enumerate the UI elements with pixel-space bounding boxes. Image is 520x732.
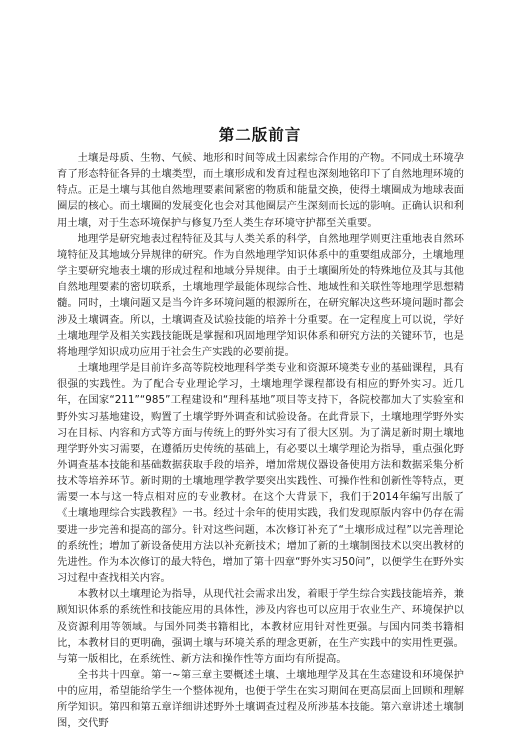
paragraph: 本教材以土壤理论为指导，从现代社会需求出发，着眼于学生综合实践技能培养，兼顾知识体系的系统性和技能应用的具体性，涉及内容也可以应用于农业生产、环境保护以及资源利用等领域。与国外同类书籍相比，本教材应用针对性更强。与国内同类书籍相比，本教材目的更明确，强调土壤与环境关系的理念更新，在生产实践中的实用性更强。与第一版相比，在系统性、新方法和操作性等方面均有所提高。 [57,588,464,665]
paragraph: 全书共十四章。第一~第三章主要概述土壤、土壤地理学及其在生态建设和环境保护中的应用，希望能给学生一个整体视角，也便于学生在实习期间在更高层面上回顾和理解所学知识。第四和第五章详细讲述野外土壤调查过程及所涉基本技能。第六章讲述土壤制图，交代野 [57,669,464,730]
paragraph: 地理学是研究地表过程特征及其与人类关系的科学，自然地理学则更注重地表自然环境特征及其地域分异规律的研究。作为自然地理学知识体系中的重要组成部分，土壤地理学主要研究地表土壤的形成过程和地域分异规律。由于土壤圈所处的特殊地位及其与其他自然地理要素的密切联系，土壤地理学最能体现综合性、地域性和关联性等地理学思想精髓。同时，土壤问题又是当今许多环境问题的根源所在，在研究解决这些环境问题时都会涉及土壤调查。所以，土壤调查及试验技能的培养十分重要。在一定程度上可以说，学好土壤地理学及相关实践技能既是掌握和巩固地理学知识体系和研究方法的关键环节，也是将地理学知识成功应用于社会生产实践的必要前提。 [57,232,464,358]
body-text [57,150,464,732]
paragraph: 土壤地理学是目前许多高等院校地理科学类专业和资源环境类专业的基础课程，具有很强的实践性。为了配合专业理论学习，土壤地理学课程都设有相应的野外实习。近几年，在国家“211”“985”工程建设和“理科基地”项目等支持下，各院校都加大了实验室和野外实习基地建设，购置了土壤学野外调查和试验设备。在此背景下，土壤地理学野外实习在目标、内容和方式等方面与传统上的野外实习有了很大区别。为了满足新时期土壤地理学野外实习需要，在遵循历史传统的基础上，有必要以土壤学理论为指导，重点强化野外调查基本技能和基础数据获取手段的培养，增加常规仪器设备使用方法和数据采集分析技术等培养环节。新时期的土壤地理学教学要突出实践性、可操作性和创新性等特点，更需要一本与这一特点相对应的专业教材。在这个大背景下，我们于2014年编写出版了《土壤地理综合实践教程》一书。经过十余年的使用实践，我们发现原版内容中仍存在需要进一步完善和提高的部分。针对这些问题，本次修订补充了“土壤形成过程”以完善理论的系统性；增加了新设备使用方法以补充新技术；增加了新的土壤制图技术以突出教材的先进性。作为本次修订的最大特色，增加了第十四章“野外实习50问”，以便学生在野外实习过程中查找相关内容。 [57,362,464,585]
page-title: 第二版前言 [218,126,302,144]
paragraph: 土壤是母质、生物、气候、地形和时间等成土因素综合作用的产物。不同成土环境孕育了形态特征各异的土壤类型，而土壤形成和发育过程也深刻地铭印下了自然地理环境的特点。正是土壤与其他自然地理要素间紧密的物质和能量交换，使得土壤圈成为地球表面圈层的核心。而土壤圈的发展变化也会对其他圈层产生深刻而长远的影响。正确认识和利用土壤，对于生态环境保护与修复乃至人类生存环境守护都至关重要。 [57,152,464,229]
